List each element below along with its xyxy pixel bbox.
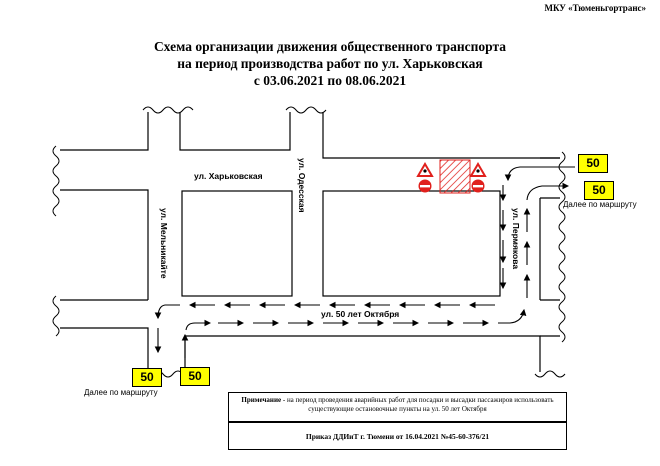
road-closure-hatch [440, 160, 470, 193]
note-text: - на период проведения аварийных работ для посадки и высадки пассажиров использовать существующие остановочные пункты на ул. 50 лет Октября [281, 396, 554, 413]
route-badge-50: 50 [584, 181, 614, 200]
roadwork-sign-icon [471, 164, 485, 176]
street-label-permyakova: ул. Пермякова [511, 208, 521, 270]
roadwork-sign-icon [418, 164, 432, 176]
no-entry-sign-icon [472, 180, 485, 193]
further-route-label: Далее по маршруту [84, 388, 158, 397]
no-entry-sign-icon [419, 180, 432, 193]
street-label-50-let-oktyabrya: ул. 50 лет Октября [321, 309, 400, 319]
route-badge-50: 50 [132, 368, 162, 387]
note-box [228, 392, 567, 422]
street-label-odesskaya: ул. Одесская [297, 158, 307, 213]
street-label-kharkovskaya: ул. Харьковская [194, 171, 263, 181]
organization-label: МКУ «Тюменьгортранс» [544, 3, 646, 13]
order-box: Приказ ДДИиТ г. Тюмени от 16.04.2021 №45-60-376/21 [228, 422, 567, 450]
note-bold-label: Примечание [241, 396, 282, 404]
title-line-2: на период производства работ по ул. Харьковская [177, 56, 483, 71]
street-label-melnikaite: ул. Мельникайте [159, 208, 169, 279]
route-badge-50: 50 [578, 154, 608, 173]
title-line-3: с 03.06.2021 по 08.06.2021 [253, 73, 407, 88]
further-route-label: Далее по маршруту [563, 200, 637, 209]
title-line-1: Схема организации движения общественного транспорта [153, 39, 507, 54]
route-badge-50: 50 [180, 367, 210, 386]
street-outlines [60, 112, 560, 372]
